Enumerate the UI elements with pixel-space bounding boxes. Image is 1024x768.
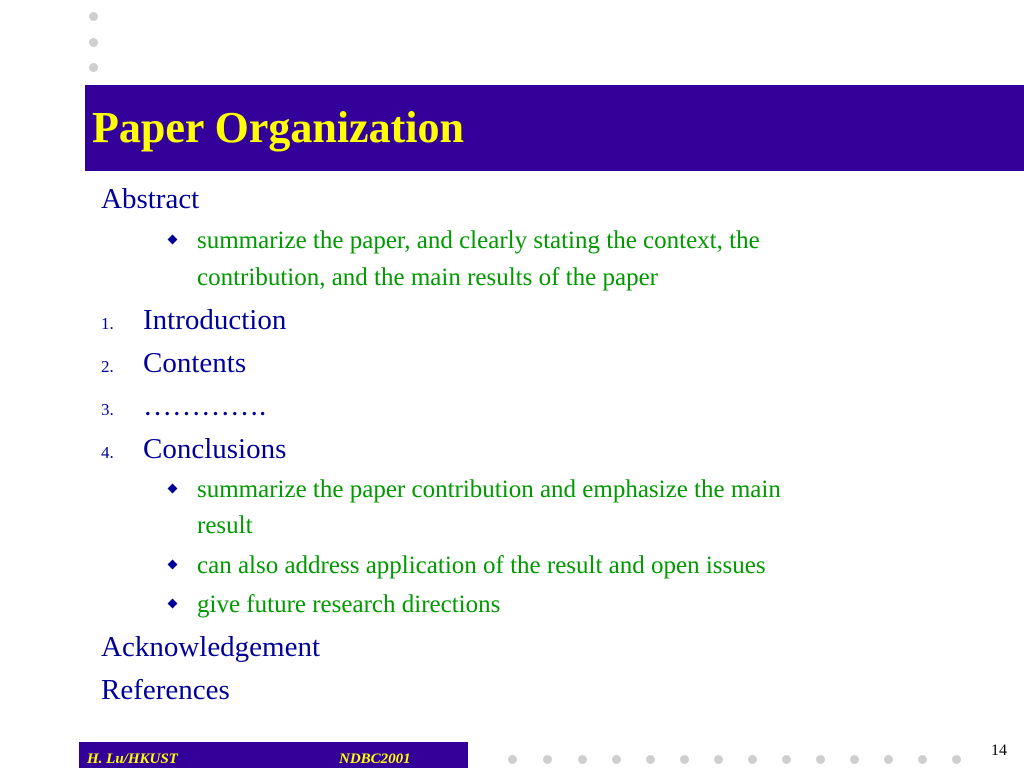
list-item-ellipsis: …………. bbox=[143, 390, 267, 422]
diamond-bullet-icon bbox=[168, 560, 178, 570]
title-bar bbox=[85, 85, 1024, 171]
conclusion-bullet-2: can also address application of the result and open issues bbox=[197, 552, 766, 579]
references-heading: References bbox=[101, 674, 230, 706]
decor-dot bbox=[714, 755, 723, 764]
footer-conference: NDBC2001 bbox=[339, 751, 411, 767]
diamond-bullet-icon bbox=[168, 599, 178, 609]
slide-title: Paper Organization bbox=[92, 103, 464, 152]
footer-author: H. Lu/HKUST bbox=[87, 751, 178, 767]
list-number: 4. bbox=[101, 443, 114, 462]
list-number: 3. bbox=[101, 400, 114, 419]
decor-dot bbox=[543, 755, 552, 764]
list-item-introduction: Introduction bbox=[143, 304, 287, 336]
decor-dot bbox=[508, 755, 517, 764]
diamond-bullet-icon bbox=[168, 235, 178, 245]
decor-dot bbox=[952, 755, 961, 764]
abstract-bullet-line2: contribution, and the main results of the paper bbox=[197, 264, 658, 291]
decor-dot bbox=[89, 38, 98, 47]
list-number: 2. bbox=[101, 357, 114, 376]
diamond-bullet-icon bbox=[168, 484, 178, 494]
decor-dot bbox=[646, 755, 655, 764]
abstract-heading: Abstract bbox=[101, 183, 200, 215]
list-number: 1. bbox=[101, 314, 114, 333]
conclusion-bullet-1-line2: result bbox=[197, 512, 253, 539]
footer-bar bbox=[79, 742, 468, 768]
acknowledgement-heading: Acknowledgement bbox=[101, 631, 321, 663]
page-number: 14 bbox=[991, 742, 1007, 759]
decor-dot bbox=[782, 755, 791, 764]
list-item-contents: Contents bbox=[143, 347, 247, 379]
decor-dot bbox=[884, 755, 893, 764]
abstract-bullet-line1: summarize the paper, and clearly stating the context, the bbox=[197, 227, 760, 254]
decor-dot bbox=[816, 755, 825, 764]
decor-dot bbox=[612, 755, 621, 764]
conclusion-bullet-1-line1: summarize the paper contribution and emphasize the main bbox=[197, 476, 781, 503]
decor-dot bbox=[578, 755, 587, 764]
decor-dot bbox=[850, 755, 859, 764]
decor-dot bbox=[89, 12, 98, 21]
decor-dot bbox=[89, 63, 98, 72]
list-item-conclusions: Conclusions bbox=[143, 433, 287, 465]
decor-dot bbox=[748, 755, 757, 764]
decor-dot bbox=[918, 755, 927, 764]
decor-dot bbox=[680, 755, 689, 764]
conclusion-bullet-3: give future research directions bbox=[197, 591, 501, 618]
